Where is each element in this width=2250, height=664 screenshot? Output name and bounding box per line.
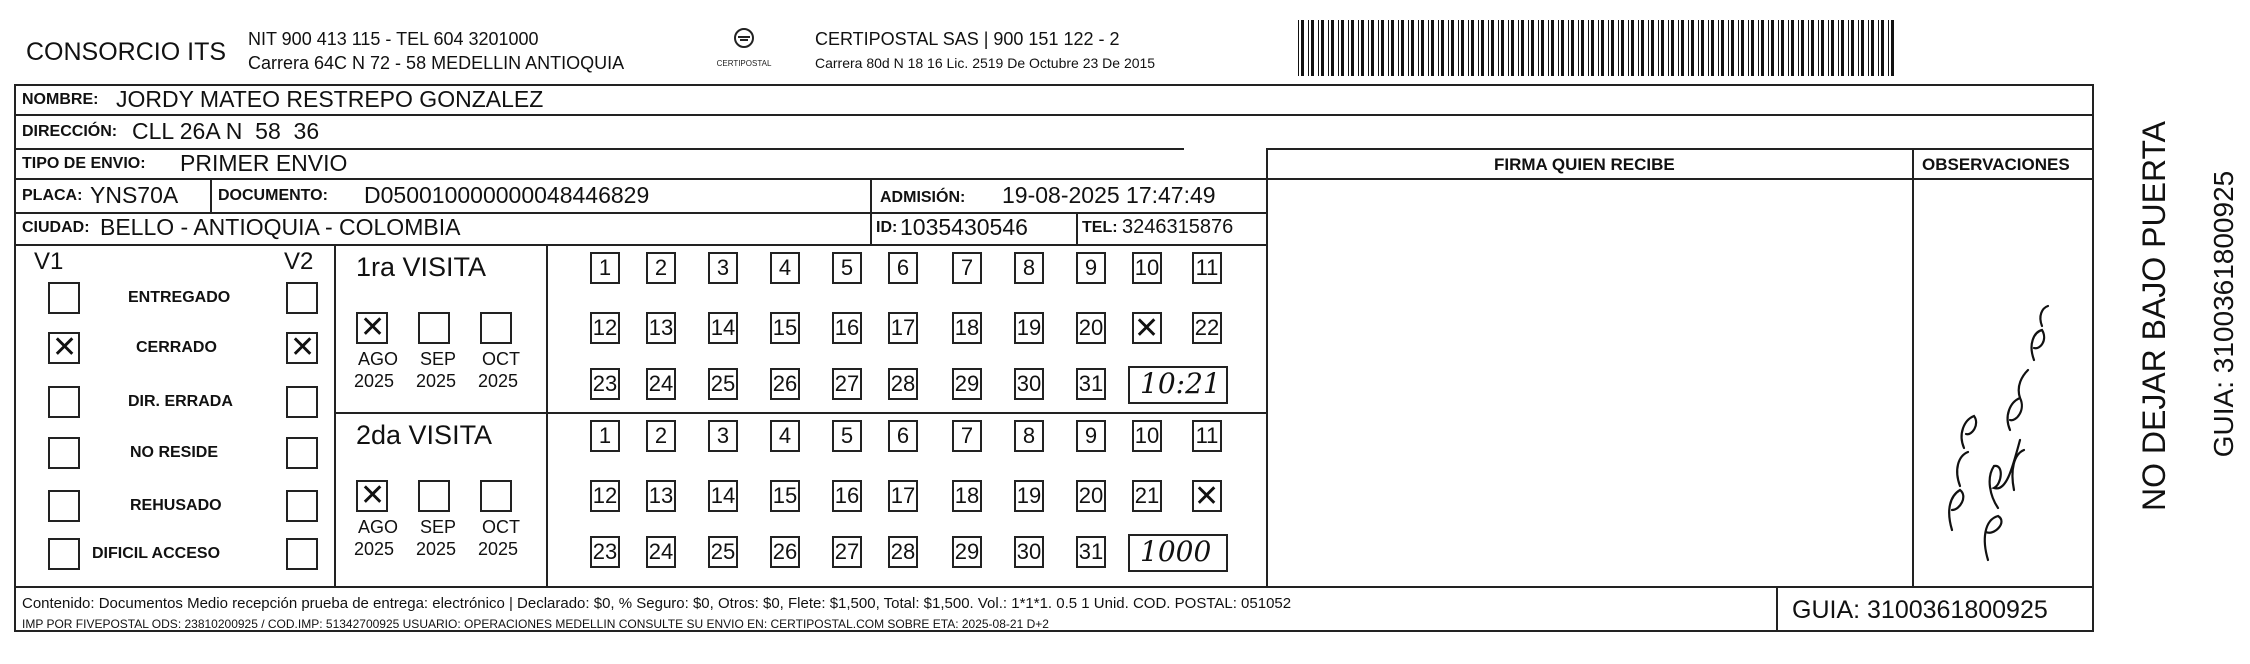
barcode-bar (1448, 20, 1449, 76)
day-box[interactable]: 21 (1132, 480, 1162, 512)
day-box[interactable]: 4 (770, 420, 800, 452)
barcode-bar (1348, 20, 1349, 76)
barcode-bar (1381, 20, 1384, 76)
visit-month-checkbox[interactable] (480, 480, 512, 512)
barcode-bar (1771, 20, 1774, 76)
day-box[interactable]: 3 (708, 420, 738, 452)
status-label: DIFICIL ACCESO (92, 545, 221, 562)
day-box[interactable]: 9 (1076, 252, 1106, 284)
barcode-bar (1838, 20, 1839, 76)
barcode-bar (1638, 20, 1639, 76)
barcode-bar (1308, 20, 1309, 76)
day-box[interactable]: 20 (1076, 480, 1106, 512)
barcode-bar (1871, 20, 1874, 76)
status-v1-checkbox[interactable] (48, 282, 80, 314)
barcode-bar (1758, 20, 1759, 76)
barcode-bar (1461, 20, 1464, 76)
barcode-bar (1311, 20, 1314, 76)
visit-time: 10:21 (1140, 367, 1221, 400)
visit-month-checkbox[interactable] (480, 312, 512, 344)
barcode-bar (1821, 20, 1824, 76)
svg-text:CERTIPOSTAL: CERTIPOSTAL (716, 59, 772, 68)
visit-month-checkbox[interactable] (418, 312, 450, 344)
barcode-bar (1498, 20, 1499, 76)
barcode-bar (1491, 20, 1494, 76)
barcode-bar (1441, 20, 1444, 76)
visit-year-label: 2025 (478, 539, 519, 559)
barcode-bar (1611, 20, 1614, 76)
barcode-bar (1731, 20, 1734, 76)
barcode-bar (1501, 20, 1504, 76)
day-box[interactable]: 28 (888, 368, 918, 400)
barcode-bar (1828, 20, 1829, 76)
barcode-bar (1818, 20, 1819, 76)
recipient-name: JORDY MATEO RESTREPO GONZALEZ (116, 86, 544, 112)
barcode-bar (1778, 20, 1779, 76)
day-box[interactable]: 29 (952, 368, 982, 400)
barcode-bar (1481, 20, 1484, 76)
day-box[interactable]: 13 (646, 480, 676, 512)
v2-label: V2 (284, 248, 314, 275)
barcode-bar (1881, 20, 1884, 76)
barcode-bar (1531, 20, 1534, 76)
day-box[interactable]: 2 (646, 252, 676, 284)
content-line: Contenido: Documentos Medio recepción prueba de entrega: electrónico | Declarado: $0, % Seguro: $0, Otros: $0, Flete: $1,500, Total: $1,500. Vol.: 1*1*1. 0.5 1 Unid. COD. POSTAL: 051052 (22, 595, 1292, 612)
day-box[interactable]: 23 (590, 368, 620, 400)
day-box[interactable]: 3 (708, 252, 738, 284)
barcode-bar (1861, 20, 1864, 76)
day-box[interactable]: 4 (770, 252, 800, 284)
day-box[interactable]: 6 (888, 420, 918, 452)
id-value: 1035430546 (900, 214, 1028, 240)
x-mark-icon: ✕ (52, 330, 78, 365)
barcode-bar (1401, 20, 1404, 76)
status-label: CERRADO (136, 339, 217, 356)
barcode-bar (1321, 20, 1324, 76)
visit-month-checkbox[interactable] (356, 312, 388, 344)
barcode-bar (1801, 20, 1804, 76)
barcode-bar (1368, 20, 1369, 76)
barcode-bar (1798, 20, 1799, 76)
barcode-bar (1618, 20, 1619, 76)
x-mark-icon: ✕ (1134, 311, 1160, 346)
barcode-bar (1628, 20, 1629, 76)
barcode-bar (1768, 20, 1769, 76)
day-box[interactable]: 9 (1076, 420, 1106, 452)
barcode-bar (1428, 20, 1429, 76)
barcode-bar (1338, 20, 1339, 76)
barcode-bar (1691, 20, 1694, 76)
day-box[interactable]: 17 (888, 312, 918, 344)
barcode-bar (1518, 20, 1519, 76)
day-box[interactable]: 12 (590, 480, 620, 512)
observaciones-label: OBSERVACIONES (1922, 155, 2070, 174)
day-box[interactable] (1192, 480, 1222, 512)
barcode-bar (1361, 20, 1364, 76)
barcode-bar (1671, 20, 1674, 76)
id-label: ID: (876, 219, 898, 236)
day-box[interactable]: 25 (708, 368, 738, 400)
day-box[interactable]: 1 (590, 252, 620, 284)
barcode-bar (1571, 20, 1574, 76)
barcode-bar (1598, 20, 1599, 76)
barcode-bar (1521, 20, 1524, 76)
day-box[interactable]: 18 (952, 480, 982, 512)
day-box[interactable]: 25 (708, 536, 738, 568)
visit-year-label: 2025 (416, 539, 457, 559)
barcode-bar (1341, 20, 1344, 76)
barcode-bar (1851, 20, 1854, 76)
address-label: DIRECCIÓN: (22, 123, 118, 140)
day-box[interactable]: 14 (708, 312, 738, 344)
day-box[interactable]: 24 (646, 536, 676, 568)
day-box[interactable]: 30 (1014, 536, 1044, 568)
barcode-bar (1621, 20, 1624, 76)
status-label: REHUSADO (130, 497, 222, 514)
visit-month-label: OCT (482, 517, 520, 537)
barcode-bar (1508, 20, 1509, 76)
barcode-bar (1688, 20, 1689, 76)
barcode-bar (1528, 20, 1529, 76)
company-address: Carrera 64C N 72 - 58 MEDELLIN ANTIOQUIA (248, 53, 625, 73)
status-v1-checkbox[interactable] (48, 538, 80, 570)
company-name: CONSORCIO ITS (26, 38, 227, 66)
day-box[interactable]: 5 (832, 420, 862, 452)
barcode-bar (1331, 20, 1334, 76)
document-value: D050010000000048446829 (364, 182, 650, 208)
barcode-bar (1858, 20, 1859, 76)
day-box[interactable]: 24 (646, 368, 676, 400)
barcode-bar (1471, 20, 1474, 76)
visit-month-label: SEP (420, 349, 457, 369)
day-box[interactable]: 23 (590, 536, 620, 568)
barcode-bar (1408, 20, 1409, 76)
visit-title: 1ra VISITA (356, 252, 487, 282)
barcode-bar (1371, 20, 1374, 76)
barcode-bar (1708, 20, 1709, 76)
barcode-bar (1411, 20, 1414, 76)
visit-month-label: OCT (482, 349, 520, 369)
day-box[interactable]: 22 (1192, 312, 1222, 344)
barcode-bar (1551, 20, 1554, 76)
barcode-bar (1678, 20, 1679, 76)
barcode-bar (1808, 20, 1809, 76)
barcode (1298, 20, 1898, 76)
barcode-bar (1891, 20, 1894, 76)
day-box[interactable]: 1 (590, 420, 620, 452)
day-box[interactable]: 26 (770, 368, 800, 400)
barcode-bar (1558, 20, 1559, 76)
barcode-bar (1658, 20, 1659, 76)
admission-value: 19-08-2025 17:47:49 (1002, 182, 1216, 208)
barcode-bar (1608, 20, 1609, 76)
day-box[interactable]: 16 (832, 480, 862, 512)
barcode-bar (1451, 20, 1454, 76)
status-v2-checkbox[interactable] (286, 437, 318, 469)
day-box[interactable]: 19 (1014, 480, 1044, 512)
admission-label: ADMISIÓN: (880, 189, 966, 206)
visit-year-label: 2025 (478, 371, 519, 391)
barcode-bar (1328, 20, 1329, 76)
day-box[interactable]: 13 (646, 312, 676, 344)
day-box[interactable]: 15 (770, 480, 800, 512)
status-v1-checkbox[interactable] (48, 490, 80, 522)
day-box[interactable]: 26 (770, 536, 800, 568)
barcode-bar (1391, 20, 1394, 76)
barcode-bar (1721, 20, 1724, 76)
day-box[interactable] (1132, 312, 1162, 344)
barcode-bar (1468, 20, 1469, 76)
barcode-bar (1568, 20, 1569, 76)
visit-month-checkbox[interactable] (418, 480, 450, 512)
recipient-address: CLL 26A N 58 36 (132, 118, 320, 144)
shipment-type: PRIMER ENVIO (180, 150, 348, 176)
status-label: DIR. ERRADA (128, 393, 233, 410)
barcode-bar (1831, 20, 1834, 76)
day-box[interactable]: 10 (1132, 252, 1162, 284)
observations-handwriting (1924, 270, 2064, 570)
day-box[interactable]: 2 (646, 420, 676, 452)
barcode-bar (1811, 20, 1814, 76)
barcode-bar (1748, 20, 1749, 76)
visit-title: 2da VISITA (356, 420, 493, 450)
barcode-bar (1751, 20, 1754, 76)
barcode-bar (1651, 20, 1654, 76)
city-label: CIUDAD: (22, 219, 90, 236)
barcode-bar (1761, 20, 1764, 76)
status-v2-checkbox[interactable] (286, 282, 318, 314)
status-v1-checkbox[interactable] (48, 332, 80, 364)
day-box[interactable]: 11 (1192, 420, 1222, 452)
city-value: BELLO - ANTIOQUIA - COLOMBIA (100, 214, 461, 240)
visit-year-label: 2025 (416, 371, 457, 391)
barcode-bar (1378, 20, 1379, 76)
certipostal-logo (712, 26, 776, 72)
barcode-bar (1478, 20, 1479, 76)
license-line: Carrera 80d N 18 16 Lic. 2519 De Octubre 23 De 2015 (815, 55, 1156, 71)
day-box[interactable]: 27 (832, 368, 862, 400)
visit-month-checkbox[interactable] (356, 480, 388, 512)
barcode-bar (1848, 20, 1849, 76)
barcode-bar (1301, 20, 1304, 76)
day-box[interactable]: 6 (888, 252, 918, 284)
status-v1-checkbox[interactable] (48, 437, 80, 469)
status-label: NO RESIDE (130, 444, 219, 461)
barcode-bar (1298, 20, 1299, 76)
barcode-bar (1398, 20, 1399, 76)
barcode-bar (1668, 20, 1669, 76)
footer-guia: GUIA: 3100361800925 (1792, 596, 2048, 624)
barcode-bar (1878, 20, 1879, 76)
imp-line: IMP POR FIVEPOSTAL ODS: 23810200925 / COD.IMP: 51342700925 USUARIO: OPERACIONES MEDELLIN CONSULTE SU ENVIO EN: CERTIPOSTAL.COM SOBRE ETA: 2025-08-21 D+2 (22, 617, 1049, 631)
barcode-bar (1888, 20, 1889, 76)
day-box[interactable]: 10 (1132, 420, 1162, 452)
day-box[interactable]: 31 (1076, 368, 1106, 400)
day-box[interactable]: 7 (952, 420, 982, 452)
barcode-bar (1741, 20, 1744, 76)
barcode-bar (1561, 20, 1564, 76)
x-mark-icon: ✕ (360, 310, 386, 345)
barcode-bar (1788, 20, 1789, 76)
barcode-bar (1438, 20, 1439, 76)
barcode-bar (1641, 20, 1644, 76)
barcode-bar (1601, 20, 1604, 76)
barcode-bar (1541, 20, 1544, 76)
document-label: DOCUMENTO: (218, 187, 328, 204)
barcode-bar (1538, 20, 1539, 76)
type-label: TIPO DE ENVIO: (22, 155, 146, 172)
barcode-bar (1488, 20, 1489, 76)
barcode-bar (1661, 20, 1664, 76)
status-label: ENTREGADO (128, 289, 231, 306)
status-v2-checkbox[interactable] (286, 386, 318, 418)
day-box[interactable]: 14 (708, 480, 738, 512)
plate-value: YNS70A (90, 182, 179, 208)
barcode-bar (1738, 20, 1739, 76)
barcode-bar (1318, 20, 1319, 76)
company-nit: NIT 900 413 115 - TEL 604 3201000 (248, 29, 539, 49)
barcode-bar (1581, 20, 1584, 76)
barcode-bar (1681, 20, 1684, 76)
x-mark-icon: ✕ (290, 330, 316, 365)
tel-value: 3246315876 (1122, 216, 1234, 238)
firma-label: FIRMA QUIEN RECIBE (1494, 155, 1675, 174)
carrier-line: CERTIPOSTAL SAS | 900 151 122 - 2 (815, 29, 1120, 49)
barcode-bar (1548, 20, 1549, 76)
barcode-bar (1358, 20, 1359, 76)
day-box[interactable]: 20 (1076, 312, 1106, 344)
day-box[interactable]: 11 (1192, 252, 1222, 284)
barcode-bar (1591, 20, 1594, 76)
name-label: NOMBRE: (22, 91, 99, 108)
day-box[interactable]: 15 (770, 312, 800, 344)
barcode-bar (1841, 20, 1844, 76)
side-guia: GUIA: 3100361800925 (2208, 170, 2239, 458)
barcode-bar (1458, 20, 1459, 76)
barcode-bar (1791, 20, 1794, 76)
visit-month-label: AGO (358, 517, 399, 537)
day-box[interactable]: 27 (832, 536, 862, 568)
barcode-bar (1578, 20, 1579, 76)
barcode-bar (1648, 20, 1649, 76)
barcode-bar (1421, 20, 1424, 76)
day-box[interactable]: 18 (952, 312, 982, 344)
no-dejar-warning: NO DEJAR BAJO PUERTA (2136, 121, 2172, 511)
x-mark-icon: ✕ (1194, 479, 1220, 514)
barcode-bar (1781, 20, 1784, 76)
day-box[interactable]: 19 (1014, 312, 1044, 344)
barcode-bar (1631, 20, 1634, 76)
barcode-bar (1418, 20, 1419, 76)
barcode-bar (1728, 20, 1729, 76)
status-v2-checkbox[interactable] (286, 332, 318, 364)
plate-label: PLACA: (22, 187, 83, 204)
barcode-bar (1388, 20, 1389, 76)
visit-year-label: 2025 (354, 539, 395, 559)
day-box[interactable]: 12 (590, 312, 620, 344)
day-box[interactable]: 31 (1076, 536, 1106, 568)
barcode-bar (1351, 20, 1354, 76)
status-v2-checkbox[interactable] (286, 490, 318, 522)
v1-label: V1 (34, 248, 64, 275)
barcode-bar (1868, 20, 1869, 76)
day-box[interactable]: 29 (952, 536, 982, 568)
status-v2-checkbox[interactable] (286, 538, 318, 570)
day-box[interactable]: 8 (1014, 252, 1044, 284)
day-box[interactable]: 28 (888, 536, 918, 568)
day-box[interactable]: 7 (952, 252, 982, 284)
day-box[interactable]: 5 (832, 252, 862, 284)
day-box[interactable]: 17 (888, 480, 918, 512)
barcode-bar (1701, 20, 1704, 76)
barcode-bar (1698, 20, 1699, 76)
barcode-bar (1431, 20, 1434, 76)
visit-year-label: 2025 (354, 371, 395, 391)
side-text (2104, 100, 2239, 560)
day-box[interactable]: 8 (1014, 420, 1044, 452)
day-box[interactable]: 30 (1014, 368, 1044, 400)
tel-label: TEL: (1082, 219, 1118, 236)
visit-time: 1000 (1140, 535, 1212, 568)
day-box[interactable]: 16 (832, 312, 862, 344)
visit-month-label: AGO (358, 349, 399, 369)
barcode-bar (1588, 20, 1589, 76)
visit-month-label: SEP (420, 517, 457, 537)
x-mark-icon: ✕ (360, 478, 386, 513)
barcode-bar (1718, 20, 1719, 76)
barcode-bar (1511, 20, 1514, 76)
barcode-bar (1711, 20, 1714, 76)
status-v1-checkbox[interactable] (48, 386, 80, 418)
